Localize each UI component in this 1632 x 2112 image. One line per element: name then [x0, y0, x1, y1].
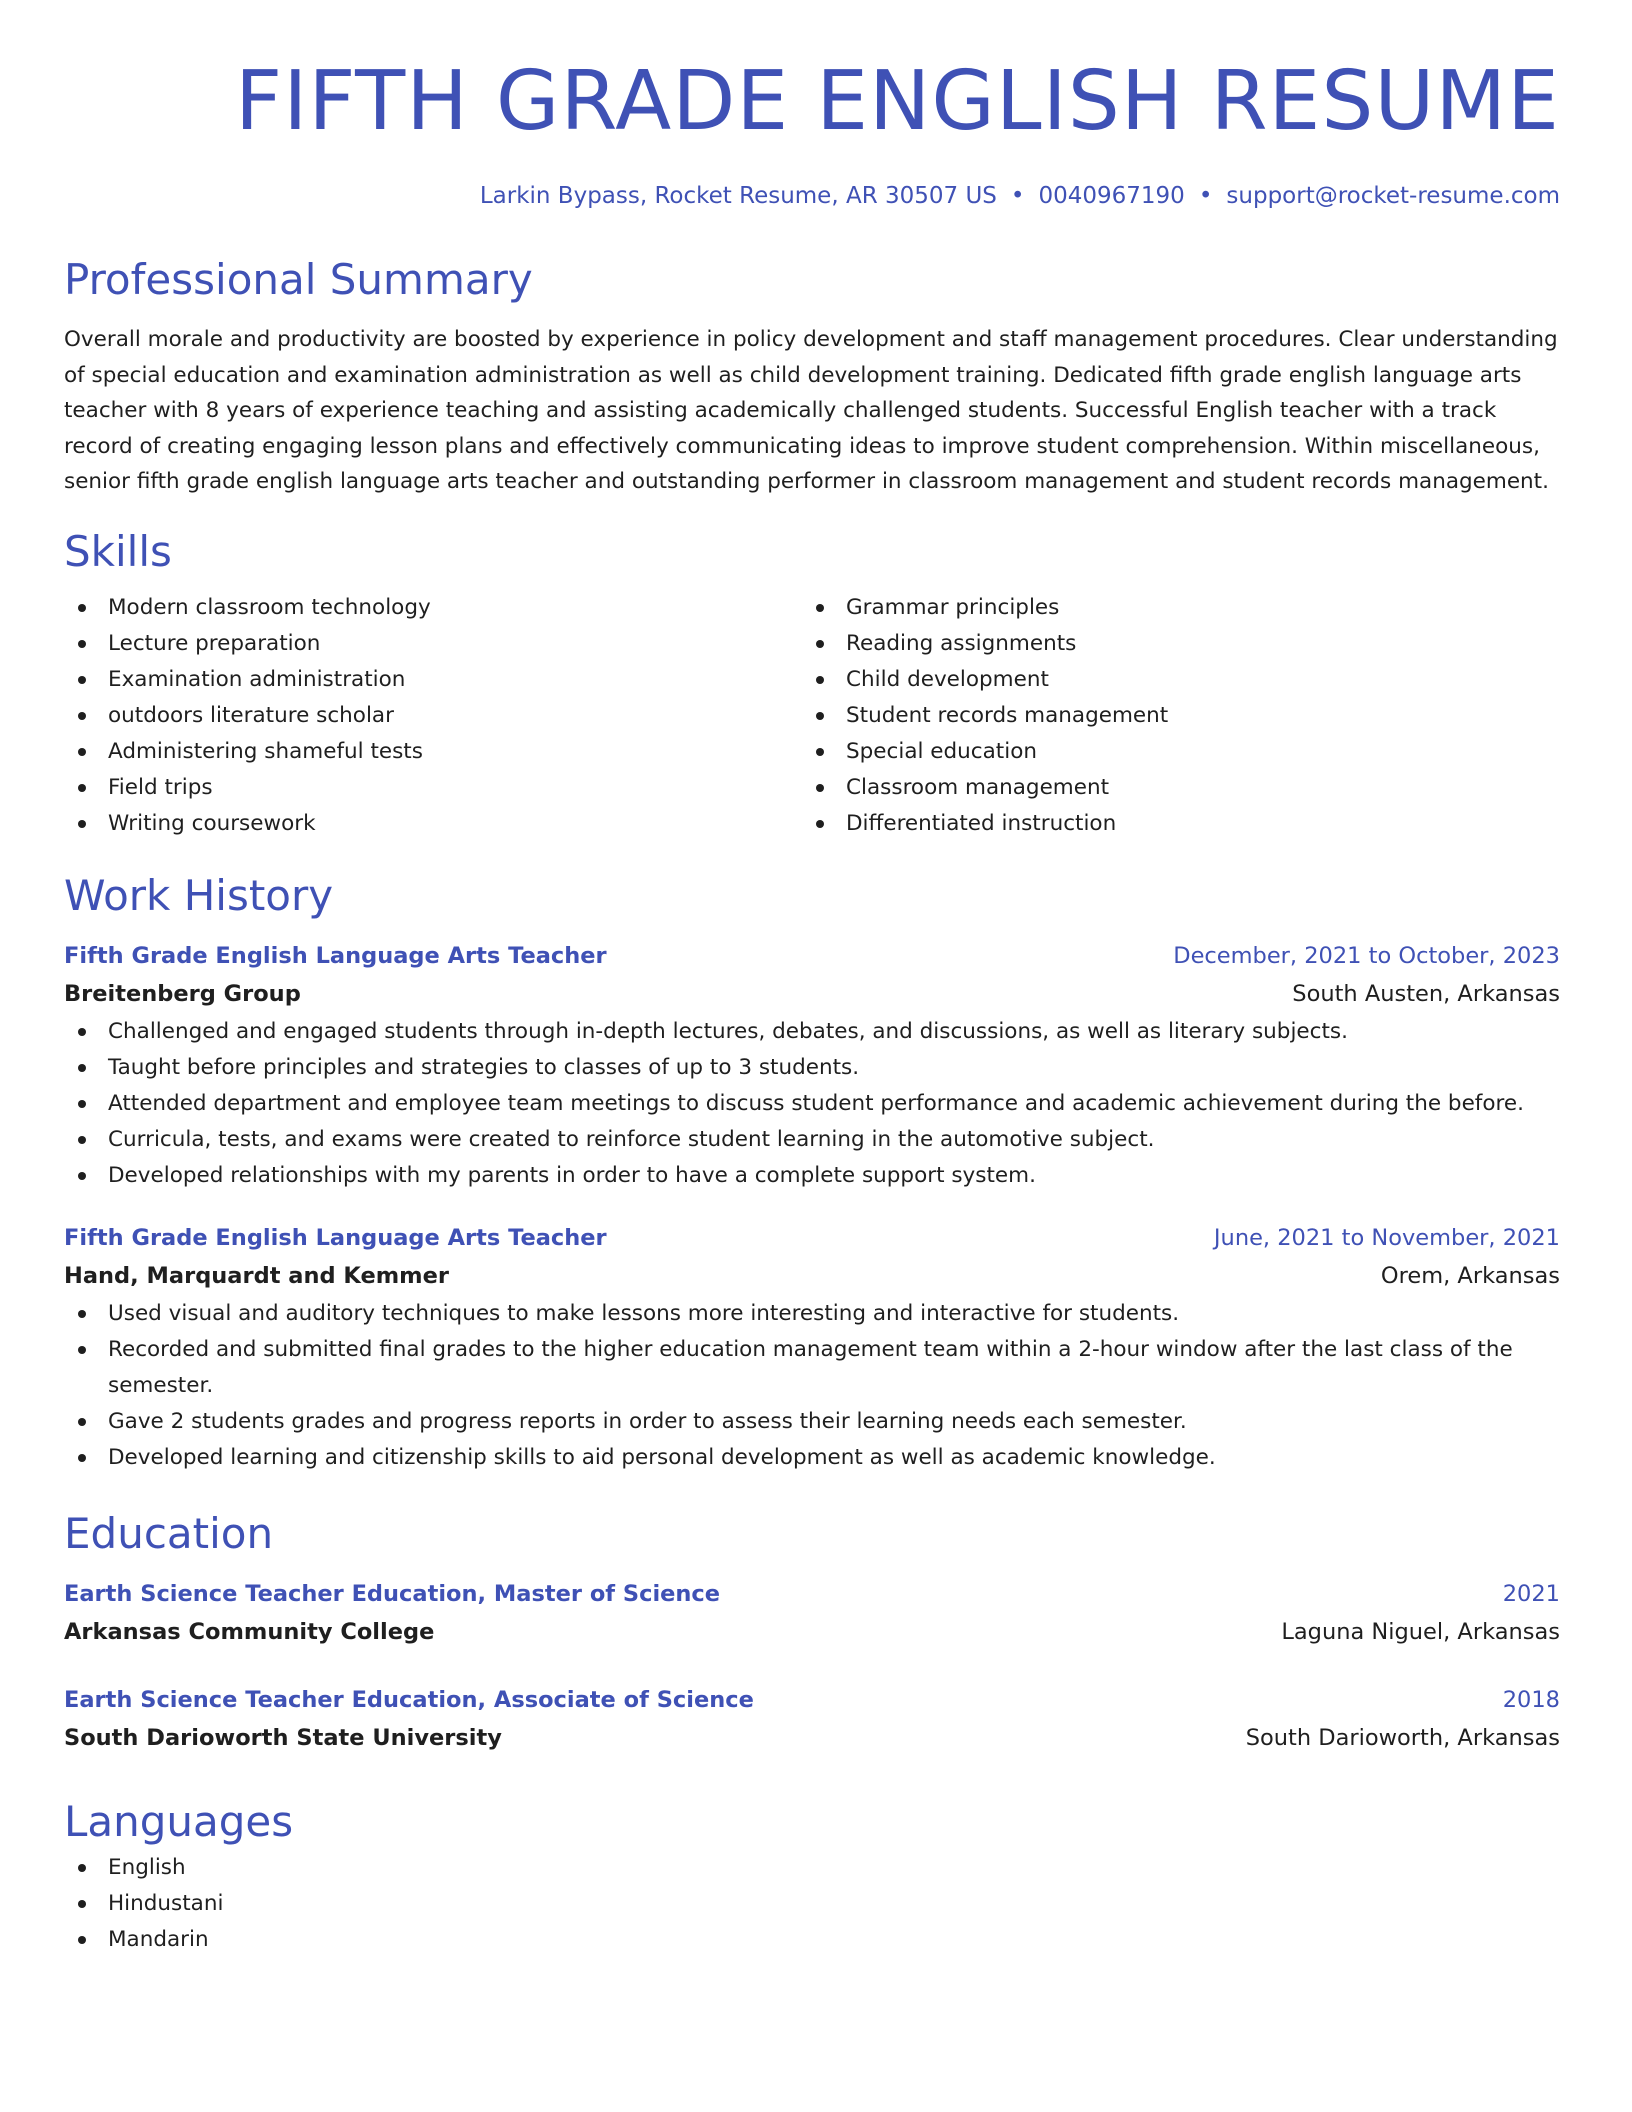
- skill-item: Field trips: [64, 770, 802, 806]
- language-item: Hindustani: [64, 1886, 1560, 1922]
- contact-email: support@rocket-resume.com: [1226, 183, 1560, 209]
- job-header: [64, 1220, 1560, 1256]
- job-bullet: Curricula, tests, and exams were created to reinforce student learning in the automotive subject.: [64, 1122, 1560, 1158]
- bullet-dot: [78, 1864, 86, 1872]
- job-bullet: Developed learning and citizenship skills to aid personal development as well as academic knowledge.: [64, 1440, 1560, 1476]
- languages-heading: Languages: [64, 1796, 294, 1846]
- education-year: 2018: [1502, 1686, 1560, 1713]
- bullet-dot: [816, 712, 824, 720]
- education-location: Laguna Niguel, Arkansas: [1281, 1618, 1560, 1645]
- resume-page: [64, 0, 1560, 1958]
- bullet-dot: [78, 1172, 86, 1180]
- job-bullet-list: [64, 1296, 1560, 1476]
- job-dates: June, 2021 to November, 2021: [1213, 1224, 1560, 1251]
- skill-item: Grammar principles: [802, 590, 1540, 626]
- skill-item: Student records management: [802, 698, 1540, 734]
- bullet-dot: [816, 676, 824, 684]
- job-company: Breitenberg Group: [64, 980, 301, 1007]
- skill-item: Differentiated instruction: [802, 806, 1540, 842]
- bullet-dot: [78, 604, 86, 612]
- contact-separator: •: [1198, 183, 1213, 209]
- skills-left-list: [64, 590, 802, 842]
- job-title: Fifth Grade English Language Arts Teacher: [64, 1224, 607, 1251]
- contact-separator: •: [1010, 183, 1025, 209]
- work-history-heading: Work History: [64, 870, 334, 920]
- skill-item: Classroom management: [802, 770, 1540, 806]
- education-header: [64, 1576, 1560, 1612]
- education-subheader: [64, 1612, 1560, 1652]
- job-entry: [64, 938, 1560, 1194]
- skill-item: Modern classroom technology: [64, 590, 802, 626]
- bullet-dot: [78, 1346, 86, 1354]
- resume-title: FIFTH GRADE ENGLISH RESUME: [235, 54, 1560, 149]
- skill-item: Reading assignments: [802, 626, 1540, 662]
- bullet-dot: [78, 676, 86, 684]
- skill-item: Child development: [802, 662, 1540, 698]
- job-entry: [64, 1220, 1560, 1476]
- summary-heading: Professional Summary: [64, 255, 533, 304]
- bullet-dot: [816, 784, 824, 792]
- bullet-dot: [78, 1936, 86, 1944]
- bullet-dot: [816, 820, 824, 828]
- language-item: Mandarin: [64, 1922, 1560, 1958]
- job-dates: December, 2021 to October, 2023: [1173, 942, 1560, 969]
- bullet-dot: [78, 1454, 86, 1462]
- bullet-dot: [78, 1418, 86, 1426]
- job-company: Hand, Marquardt and Kemmer: [64, 1262, 449, 1289]
- education-entry: [64, 1682, 1560, 1758]
- bullet-dot: [78, 1100, 86, 1108]
- bullet-dot: [78, 1136, 86, 1144]
- bullet-dot: [816, 604, 824, 612]
- contact-address: Larkin Bypass, Rocket Resume, AR 30507 US: [479, 183, 997, 209]
- education-header: [64, 1682, 1560, 1718]
- language-item: English: [64, 1850, 1560, 1886]
- education-subheader: [64, 1718, 1560, 1758]
- job-subheader: [64, 974, 1560, 1014]
- education-year: 2021: [1502, 1580, 1560, 1607]
- skill-item: Lecture preparation: [64, 626, 802, 662]
- skill-item: Examination administration: [64, 662, 802, 698]
- job-bullet: Challenged and engaged students through in-depth lectures, debates, and discussions, as well as literary subjects.: [64, 1014, 1560, 1050]
- skills-right-list: [802, 590, 1540, 842]
- bullet-dot: [78, 1064, 86, 1072]
- job-location: Orem, Arkansas: [1380, 1262, 1560, 1289]
- job-title: Fifth Grade English Language Arts Teacher: [64, 942, 607, 969]
- bullet-dot: [78, 712, 86, 720]
- skills-heading: Skills: [64, 526, 172, 576]
- education-school: Arkansas Community College: [64, 1618, 435, 1645]
- bullet-dot: [78, 640, 86, 648]
- education-heading: Education: [64, 1508, 274, 1558]
- contact-phone: 0040967190: [1038, 183, 1185, 209]
- bullet-dot: [816, 640, 824, 648]
- bullet-dot: [78, 1028, 86, 1036]
- job-subheader: [64, 1256, 1560, 1296]
- education-entry: [64, 1576, 1560, 1652]
- bullet-dot: [78, 1310, 86, 1318]
- languages-list: [64, 1850, 1560, 1958]
- education-degree: Earth Science Teacher Education, Master of Science: [64, 1580, 721, 1607]
- job-bullet: Gave 2 students grades and progress reports in order to assess their learning needs each semester.: [64, 1404, 1560, 1440]
- summary-text: Overall morale and productivity are boosted by experience in policy development and staff management procedures. Clear understanding of special education and examination administration as well as child development training. Dedicated fifth grade english language arts teacher with 8 years of experience teaching and assisting academically challenged students. Successful English teacher with a track record of creating engaging lesson plans and effectively communicating ideas to improve student comprehension. Within miscellaneous, senior fifth grade english language arts teacher and outstanding performer in classroom management and student records management.: [64, 327, 1558, 495]
- job-location: South Austen, Arkansas: [1292, 980, 1560, 1007]
- bullet-dot: [78, 748, 86, 756]
- job-header: [64, 938, 1560, 974]
- job-bullet: Attended department and employee team meetings to discuss student performance and academic achievement during the before.: [64, 1086, 1560, 1122]
- bullet-dot: [816, 748, 824, 756]
- education-location: South Darioworth, Arkansas: [1245, 1724, 1560, 1751]
- bullet-dot: [78, 1900, 86, 1908]
- education-school: South Darioworth State University: [64, 1724, 502, 1751]
- job-bullet: Used visual and auditory techniques to make lessons more interesting and interactive for students.: [64, 1296, 1560, 1332]
- skill-item: Writing coursework: [64, 806, 802, 842]
- job-bullet-list: [64, 1014, 1560, 1194]
- skill-item: outdoors literature scholar: [64, 698, 802, 734]
- skills-columns: [64, 590, 1560, 842]
- bullet-dot: [78, 820, 86, 828]
- bullet-dot: [78, 784, 86, 792]
- job-bullet: Developed relationships with my parents in order to have a complete support system.: [64, 1158, 1560, 1194]
- education-degree: Earth Science Teacher Education, Associate of Science: [64, 1686, 754, 1713]
- contact-line: [64, 180, 1560, 212]
- job-bullet: Taught before principles and strategies to classes of up to 3 students.: [64, 1050, 1560, 1086]
- job-bullet: Recorded and submitted final grades to the higher education management team within a 2-hour window after the last class of the semester.: [64, 1332, 1560, 1404]
- skill-item: Administering shameful tests: [64, 734, 802, 770]
- skill-item: Special education: [802, 734, 1540, 770]
